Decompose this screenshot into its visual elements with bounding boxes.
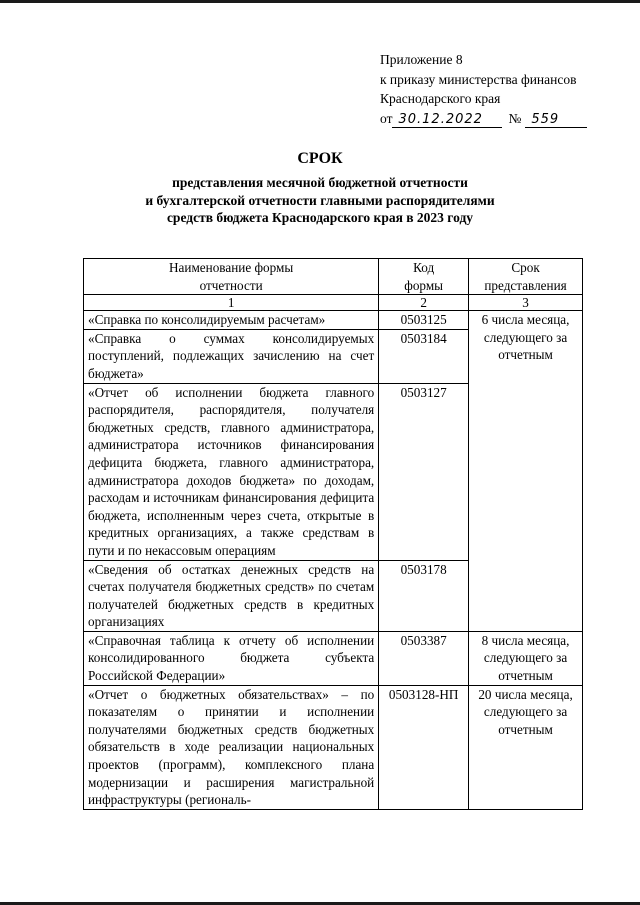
form-code-cell: 0503128-НП (379, 685, 469, 809)
document-subtitle-2: и бухгалтерской отчетности главными распорядителями (145, 192, 495, 208)
table-row (84, 685, 583, 809)
number-prefix: № (508, 110, 522, 126)
form-name-cell: «Справочная таблица к отчету об исполнении консолидированного бюджета субъекта Российской Федерации» (84, 631, 379, 685)
date-handwritten: 30.12.2022 (392, 113, 502, 128)
header-deadline-line-1: Срок (511, 260, 540, 275)
header-form-name (84, 259, 379, 295)
header-form-code-line-2: формы (404, 277, 444, 293)
table-row (84, 311, 583, 330)
document-subtitle-1: представления месячной бюджетной отчетности (172, 175, 468, 190)
column-number-row (84, 295, 583, 311)
form-name-cell: «Отчет об исполнении бюджета главного распорядителя, распорядителя, получателя бюджетных средств, главного администратора, администратора источников финансирования дефицита бюджета, главного администратора, администратора доходов бюджета» по доходам, расходам и источникам финансирования дефицита бюджета, исполненным через счета, открытые в кредитных организациях, а также средствам в пути и по некассовым операциям (84, 383, 379, 560)
header-deadline-line-2: представления (484, 277, 567, 293)
document-title: СРОК (297, 150, 343, 167)
header-form-name-line-1: Наименование формы (169, 260, 294, 275)
column-number: 3 (469, 295, 583, 311)
form-code-cell: 0503178 (379, 560, 469, 631)
deadline-cell: 8 числа месяца, следующего за отчетным (469, 631, 583, 685)
annex-line-3: Краснодарского края (380, 91, 501, 106)
number-handwritten: 559 (525, 113, 587, 128)
scan-edge-top (0, 0, 640, 3)
table-row (84, 631, 583, 685)
header-form-code (379, 259, 469, 295)
annex-line-2: к приказу министерства финансов (380, 71, 577, 87)
document-heading (80, 150, 560, 227)
form-code-cell: 0503184 (379, 329, 469, 383)
annex-line-1: Приложение 8 (380, 52, 463, 67)
annex-block (380, 50, 587, 128)
column-number: 2 (379, 295, 469, 311)
deadline-cell: 6 числа месяца, следующего за отчетным (469, 311, 583, 632)
date-prefix: от (380, 110, 393, 126)
header-deadline (469, 259, 583, 295)
form-code-cell: 0503387 (379, 631, 469, 685)
column-number: 1 (84, 295, 379, 311)
header-form-name-line-2: отчетности (199, 277, 263, 293)
form-name-cell: «Справка о суммах консолидируемых поступлений, подлежащих зачислению на счет бюджета» (84, 329, 379, 383)
document-subtitle-3: средств бюджета Краснодарского края в 2023 году (166, 210, 474, 225)
form-code-cell: 0503127 (379, 383, 469, 560)
form-name-cell: «Отчет о бюджетных обязательствах» – по показателям о принятии и исполнении получателями бюджетных средств бюджетных обязательств в ходе реализации национальных проектов (программ), комплексного плана модернизации и расширения магистральной инфраструктуры (региональ- (84, 685, 379, 809)
table-header-row (84, 259, 583, 295)
form-name-cell: «Справка по консолидируемым расчетам» (84, 311, 379, 330)
deadline-cell: 20 числа месяца, следующего за отчетным (469, 685, 583, 809)
reporting-deadlines-table (83, 258, 583, 810)
header-form-code-line-1: Код (413, 260, 435, 275)
form-code-cell: 0503125 (379, 311, 469, 330)
annex-date-number-line (380, 109, 587, 129)
form-name-cell: «Сведения об остатках денежных средств на счетах получателя бюджетных средств» по счетам получателей бюджетных средств в кредитных организациях (84, 560, 379, 631)
